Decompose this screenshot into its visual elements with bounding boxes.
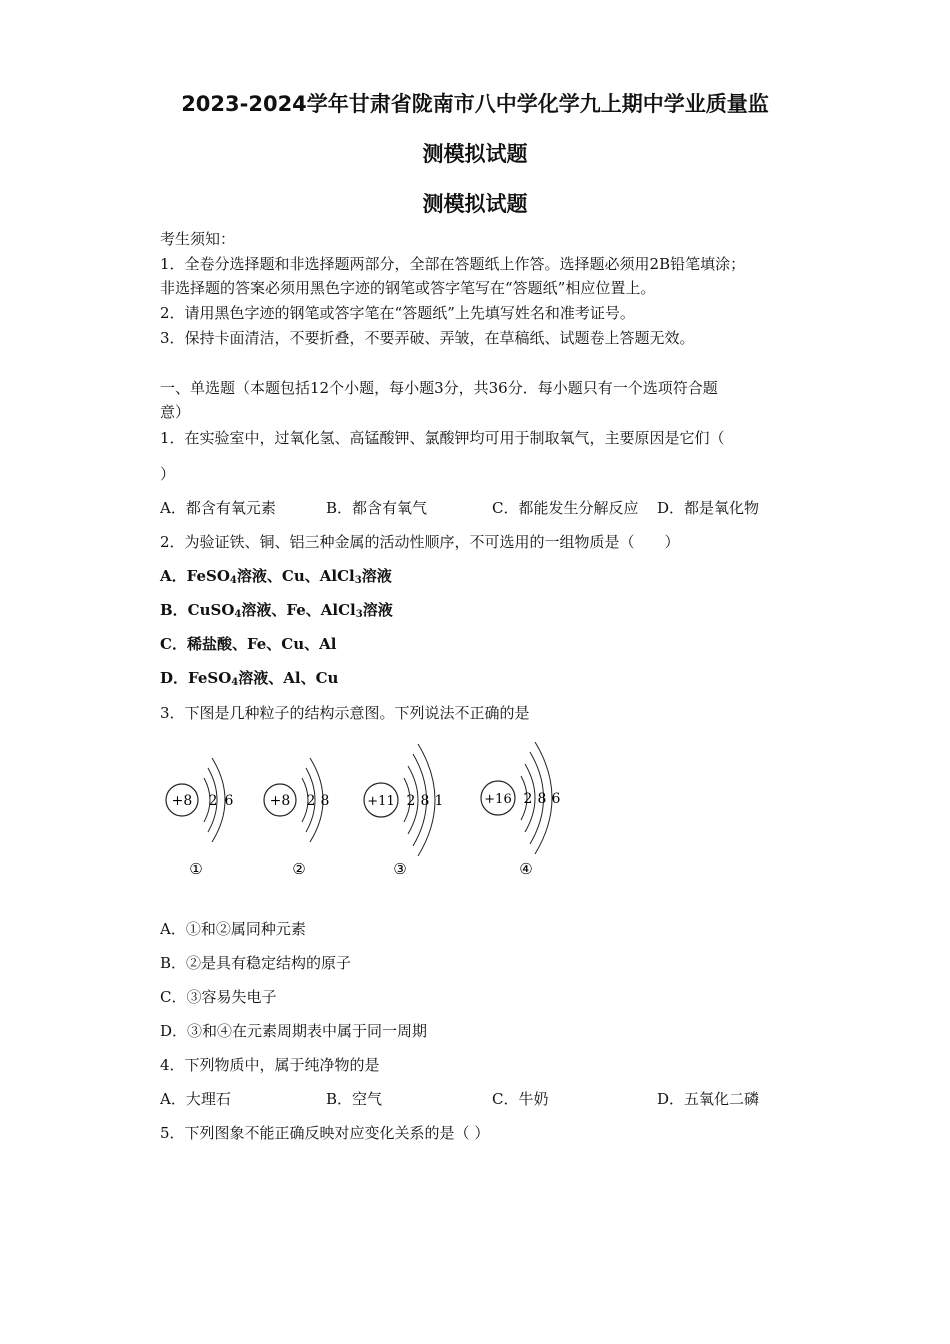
q4-option-b: B．空气 [326, 1090, 383, 1108]
section-heading-cont: 意） [160, 403, 191, 421]
shell-count: 8 [537, 791, 547, 807]
nucleus-charge: +8 [269, 793, 291, 809]
notice-item: 1．全卷分选择题和非选择题两部分，全部在答题纸上作答。选择题必须用2B铅笔填涂； [160, 255, 746, 273]
q1-option-b: B．都含有氧气 [326, 499, 428, 517]
question-2-stem: 2．为验证铁、铜、铝三种金属的活动性顺序，不可选用的一组物质是（ ） [160, 533, 680, 551]
nucleus-charge: +8 [171, 793, 193, 809]
shell-count: 6 [224, 793, 234, 809]
shell-count: 2 [306, 793, 316, 809]
q1-option-a: A．都含有氧元素 [160, 499, 276, 517]
q2-option-b: B．CuSO$_4$溶液、Fe、AlCl$_3$溶液 [160, 601, 393, 620]
q1-option-d: D．都是氧化物 [657, 499, 760, 517]
diagram-label: ④ [519, 860, 533, 878]
atom-diagram-1 [160, 742, 250, 882]
q3-option-a: A．①和②属同种元素 [160, 920, 306, 938]
q2-option-c: C．稀盐酸、Fe、Cu、Al [160, 635, 337, 653]
exam-title-line2: 测模拟试题 [422, 142, 528, 166]
nucleus-charge: +16 [484, 792, 512, 807]
atom-diagram-2 [260, 742, 350, 882]
question-1-stem: 1．在实验室中，过氧化氢、高锰酸钾、氯酸钾均可用于制取氧气，主要原因是它们（ [160, 429, 725, 447]
q1-option-c: C．都能发生分解反应 [492, 499, 639, 517]
question-4-stem: 4．下列物质中，属于纯净物的是 [160, 1056, 380, 1074]
atom-diagram-3 [360, 742, 460, 882]
section-heading: 一、单选题（本题包括12个小题，每小题3分，共36分．每小题只有一个选项符合题 [160, 379, 718, 397]
atom-diagram-4 [478, 742, 578, 882]
q3-option-c: C．③容易失电子 [160, 988, 277, 1006]
question-1-stem-end: ） [160, 465, 176, 483]
q3-option-b: B．②是具有稳定结构的原子 [160, 954, 352, 972]
exam-title-line3: 测模拟试题 [422, 192, 528, 216]
q2-option-a: A．FeSO$_4$溶液、Cu、AlCl$_3$溶液 [160, 567, 392, 586]
diagram-label: ③ [393, 860, 407, 878]
notice-item: 3．保持卡面清洁，不要折叠，不要弄破、弄皱，在草稿纸、试题卷上答题无效。 [160, 329, 695, 347]
q2-option-d: D．FeSO$_4$溶液、Al、Cu [160, 669, 339, 688]
question-3-stem: 3．下图是几种粒子的结构示意图。下列说法不正确的是 [160, 704, 530, 722]
q4-option-d: D．五氧化二磷 [657, 1090, 760, 1108]
shell-count: 8 [320, 793, 330, 809]
shell-count: 8 [420, 793, 430, 809]
q4-option-a: A．大理石 [160, 1090, 231, 1108]
diagram-label: ① [189, 860, 203, 878]
q3-option-d: D．③和④在元素周期表中属于同一周期 [160, 1022, 428, 1040]
shell-count: 1 [434, 793, 444, 809]
question-5-stem: 5．下列图象不能正确反映对应变化关系的是（ ） [160, 1124, 490, 1142]
notice-heading: 考生须知： [160, 230, 236, 248]
nucleus-charge: +11 [367, 794, 395, 809]
exam-title-line1: 2023-2024学年甘肃省陇南市八中学化学九上期中学业质量监 [181, 92, 769, 116]
shell-count: 2 [208, 793, 218, 809]
shell-count: 2 [406, 793, 416, 809]
shell-count: 2 [523, 791, 533, 807]
notice-item: 非选择题的答案必须用黑色字迹的钢笔或答字笔写在“答题纸”相应位置上。 [160, 279, 656, 297]
notice-item: 2．请用黑色字迹的钢笔或答字笔在“答题纸”上先填写姓名和准考证号。 [160, 304, 635, 322]
shell-count: 6 [551, 791, 561, 807]
diagram-label: ② [292, 860, 306, 878]
q4-option-c: C．牛奶 [492, 1090, 549, 1108]
